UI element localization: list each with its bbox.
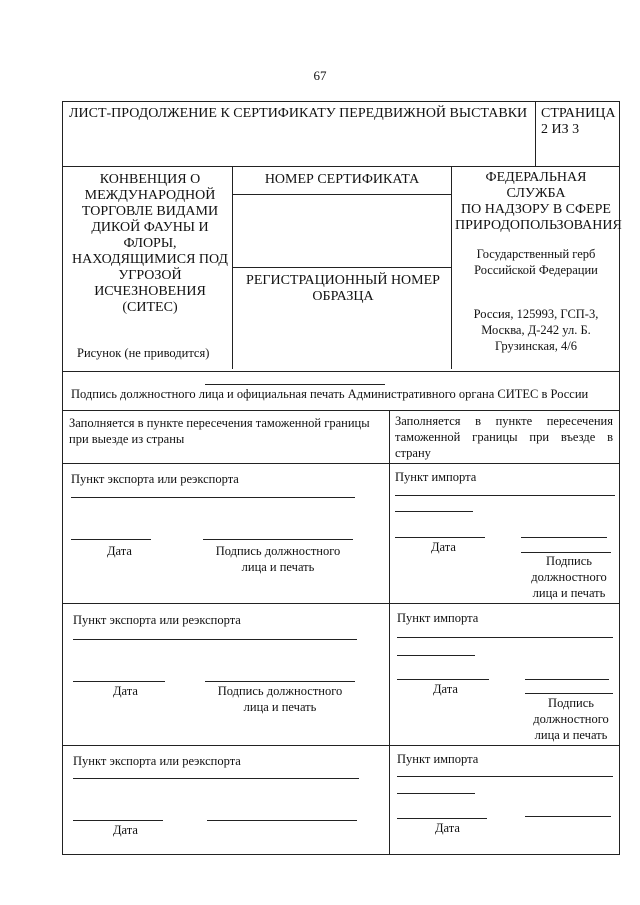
entry-column-header: Заполняется в пункте пересечения таможенной границы при въезде в страну xyxy=(395,414,613,460)
date-field[interactable] xyxy=(73,681,165,682)
divider xyxy=(63,463,619,464)
agency-address: Россия, 125993, ГСП-3, Москва, Д-242 ул. Б. Грузинская, 4/6 xyxy=(473,307,599,353)
divider xyxy=(233,267,451,268)
date-label: Дата xyxy=(435,821,460,835)
signature-note: Подпись должностного лица и официальная печать Административного органа СИТЕС в России xyxy=(71,387,589,401)
export-point-field[interactable] xyxy=(73,639,357,640)
convention-name: КОНВЕНЦИЯ О МЕЖДУНАРОДНОЙ ТОРГОВЛЕ ВИДАМИ ДИКОЙ ФАУНЫ И ФЛОРЫ, НАХОДЯЩИМИСЯ ПОД УГРОЗОЙ ИСЧЕЗНОВЕНИЯ (СИТЕС) xyxy=(72,172,228,315)
date-field[interactable] xyxy=(397,679,489,680)
agency-name: ФЕДЕРАЛЬНАЯ СЛУЖБА ПО НАДЗОРУ В СФЕРЕ ПРИРОДОПОЛЬЗОВАНИЯ xyxy=(455,170,622,233)
signature-field[interactable] xyxy=(525,816,611,817)
certificate-info-grid xyxy=(62,166,620,371)
date-field[interactable] xyxy=(395,537,485,538)
signature-field[interactable] xyxy=(203,539,353,540)
date-label: Дата xyxy=(431,540,456,554)
divider xyxy=(63,745,619,746)
import-point-label: Пункт импорта xyxy=(395,470,477,484)
sheet-title: ЛИСТ-ПРОДОЛЖЕНИЕ К СЕРТИФИКАТУ ПЕРЕДВИЖНОЙ ВЫСТАВКИ xyxy=(69,106,528,121)
authority-signature-row xyxy=(62,371,620,411)
date-field[interactable] xyxy=(73,820,163,821)
export-point-label: Пункт экспорта или реэкспорта xyxy=(73,613,241,627)
border-crossing-table xyxy=(62,410,620,855)
date-field[interactable] xyxy=(71,539,151,540)
title-row xyxy=(62,101,620,167)
signature-label: Подпись должностного лица и печать xyxy=(217,684,343,714)
divider xyxy=(535,102,536,166)
import-point-field-extra[interactable] xyxy=(397,793,475,794)
signature-line xyxy=(205,384,385,385)
signature-label: Подпись должностного лица и печать xyxy=(215,544,341,574)
figure-note: Рисунок (не приводится) xyxy=(77,346,210,360)
certificate-number-label: НОМЕР СЕРТИФИКАТА xyxy=(264,172,420,187)
divider xyxy=(389,411,390,854)
import-point-label: Пункт импорта xyxy=(397,611,479,625)
signature-field-extra[interactable] xyxy=(525,693,613,694)
state-emblem-note: Государственный герб Российской Федерации xyxy=(474,247,598,277)
signature-label: Подпись должностного лица и печать xyxy=(533,696,609,742)
import-point-field[interactable] xyxy=(397,776,613,777)
export-point-label: Пункт экспорта или реэкспорта xyxy=(71,472,239,486)
divider xyxy=(63,603,619,604)
date-label: Дата xyxy=(113,684,138,698)
signature-field[interactable] xyxy=(205,681,355,682)
date-label: Дата xyxy=(107,544,132,558)
export-point-field[interactable] xyxy=(71,497,355,498)
signature-field[interactable] xyxy=(521,537,607,538)
import-point-field-extra[interactable] xyxy=(397,655,475,656)
import-point-field[interactable] xyxy=(395,495,615,496)
signature-field[interactable] xyxy=(207,820,357,821)
date-label: Дата xyxy=(433,682,458,696)
import-point-label: Пункт импорта xyxy=(397,752,479,766)
date-label: Дата xyxy=(113,823,138,837)
signature-label: Подпись должностного лица и печать xyxy=(531,554,607,600)
import-point-field[interactable] xyxy=(397,637,613,638)
registration-number-label: РЕГИСТРАЦИОННЫЙ НОМЕР ОБРАЗЦА xyxy=(246,273,440,304)
import-point-field-extra[interactable] xyxy=(395,511,473,512)
export-point-label: Пункт экспорта или реэкспорта xyxy=(73,754,241,768)
signature-field[interactable] xyxy=(525,679,609,680)
divider xyxy=(451,166,452,369)
divider xyxy=(233,194,451,195)
page-number: 67 xyxy=(313,68,327,83)
date-field[interactable] xyxy=(397,818,487,819)
exit-column-header: Заполняется в пункте пересечения таможенной границы при выезде из страны xyxy=(69,416,370,446)
export-point-field[interactable] xyxy=(73,778,359,779)
page-label: СТРАНИЦА 2 ИЗ 3 xyxy=(541,106,616,137)
